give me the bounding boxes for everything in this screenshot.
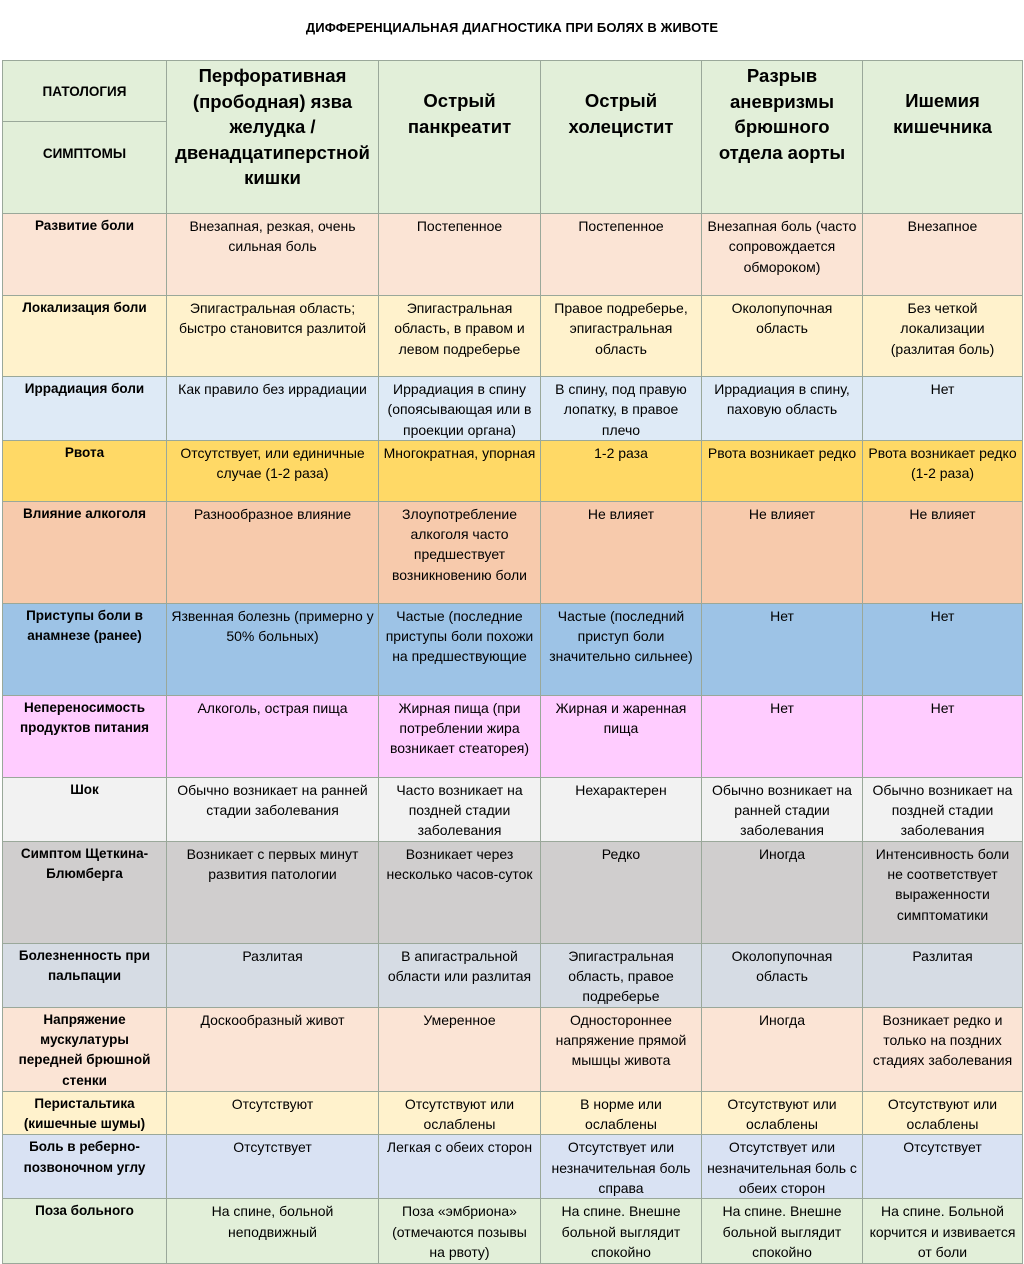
table-cell: Умеренное (379, 1007, 541, 1091)
table-cell: Обычно возникает на ранней стадии заболевания (167, 777, 379, 841)
table-cell: Иррадиация в спину, паховую область (702, 377, 863, 441)
table-cell: Нет (702, 695, 863, 777)
row-label: Боль в реберно-позвоночном углу (3, 1135, 167, 1199)
diagnosis-table (2, 60, 1023, 1264)
row-label: Симптом Щеткина-Блюмберга (3, 841, 167, 943)
header-row-top (3, 61, 1023, 122)
table-cell: Внезапная, резкая, очень сильная боль (167, 214, 379, 296)
table-cell: Часто возникает на поздней стадии заболевания (379, 777, 541, 841)
table-cell: Злоупотребление алкоголя часто предшествует возникновению боли (379, 501, 541, 603)
table-row (3, 603, 1023, 695)
table-cell: Отсутствуют (167, 1091, 379, 1135)
table-cell: Не влияет (702, 501, 863, 603)
table-cell: Нет (863, 377, 1023, 441)
row-label: Приступы боли в анамнезе (ранее) (3, 603, 167, 695)
table-row (3, 377, 1023, 441)
table-cell: Обычно возникает на ранней стадии заболевания (702, 777, 863, 841)
table-cell: Отсутствуют или ослаблены (379, 1091, 541, 1135)
table-cell: Иногда (702, 841, 863, 943)
table-cell: Алкоголь, острая пища (167, 695, 379, 777)
table-cell: Частые (последний приступ боли значительно сильнее) (541, 603, 702, 695)
table-cell: Поза «эмбриона» (отмечаются позывы на рвоту) (379, 1199, 541, 1264)
page-title: ДИФФЕРЕНЦИАЛЬНАЯ ДИАГНОСТИКА ПРИ БОЛЯХ В ЖИВОТЕ (305, 20, 719, 35)
table-cell: Внезапное (863, 214, 1023, 296)
table-cell: Доскообразный живот (167, 1007, 379, 1091)
table-cell: Иногда (702, 1007, 863, 1091)
table-cell: Отсутствует (167, 1135, 379, 1199)
table-cell: Легкая с обеих сторон (379, 1135, 541, 1199)
table-cell: Возникает через несколько часов-суток (379, 841, 541, 943)
table-cell: На спине, больной неподвижный (167, 1199, 379, 1264)
table-cell: Частые (последние приступы боли похожи на предшествующие (379, 603, 541, 695)
table-cell: Язвенная болезнь (примерно у 50% больных) (167, 603, 379, 695)
table-cell: На спине. Внешне больной выглядит спокойно (702, 1199, 863, 1264)
table-cell: Разлитая (167, 943, 379, 1007)
table-cell: Разлитая (863, 943, 1023, 1007)
table-cell: Отсутствует или незначительная боль с обеих сторон (702, 1135, 863, 1199)
table-row (3, 777, 1023, 841)
table-cell: Рвота возникает редко (1-2 раза) (863, 440, 1023, 501)
table-cell: Возникает с первых минут развития патологии (167, 841, 379, 943)
table-cell: Околопупочная область (702, 943, 863, 1007)
table-cell: В апигастральной области или разлитая (379, 943, 541, 1007)
table-cell: Нет (863, 695, 1023, 777)
row-label: Напряжение мускулатуры передней брюшной стенки (3, 1007, 167, 1091)
table-cell: Отсутствует или незначительная боль справа (541, 1135, 702, 1199)
table-cell: Многократная, упорная (379, 440, 541, 501)
table-cell: Эпигастральная область, правое подреберье (541, 943, 702, 1007)
table-cell: Нет (863, 603, 1023, 695)
table-cell: На спине. Больной корчится и извивается от боли (863, 1199, 1023, 1264)
column-header-aortic-aneurysm-rupture: Разрыв аневризмы брюшного отдела аорты (702, 61, 863, 214)
table-cell: Не влияет (541, 501, 702, 603)
table-cell: Нехарактерен (541, 777, 702, 841)
table-cell: Разнообразное влияние (167, 501, 379, 603)
column-header-acute-pancreatitis: Острый панкреатит (379, 61, 541, 214)
table-cell: Возникает редко и только на поздних стадиях заболевания (863, 1007, 1023, 1091)
table-row (3, 501, 1023, 603)
table-row (3, 296, 1023, 377)
table-cell: Отсутствуют или ослаблены (702, 1091, 863, 1135)
row-label: Иррадиация боли (3, 377, 167, 441)
row-label: Влияние алкоголя (3, 501, 167, 603)
table-cell: Жирная и жаренная пища (541, 695, 702, 777)
table-cell: Эпигастральная область, в правом и левом подреберье (379, 296, 541, 377)
table-cell: Нет (702, 603, 863, 695)
column-header-perforated-ulcer: Перфоративная (прободная) язва желудка / двенадцатиперстной кишки (167, 61, 379, 214)
table-row (3, 1135, 1023, 1199)
table-cell: Постепенное (541, 214, 702, 296)
table-cell: Иррадиация в спину (опоясывающая или в проекции органа) (379, 377, 541, 441)
column-header-intestinal-ischemia: Ишемия кишечника (863, 61, 1023, 214)
table-cell: Эпигастральная область; быстро становится разлитой (167, 296, 379, 377)
row-label: Рвота (3, 440, 167, 501)
row-label: Болезненность при пальпации (3, 943, 167, 1007)
table-cell: Отсутствует (863, 1135, 1023, 1199)
table-row (3, 943, 1023, 1007)
table-row (3, 841, 1023, 943)
row-label: Поза больного (3, 1199, 167, 1264)
row-label: Локализация боли (3, 296, 167, 377)
table-cell: Отсутствует, или единичные случае (1-2 раза) (167, 440, 379, 501)
table-cell: Без четкой локализации (разлитая боль) (863, 296, 1023, 377)
symptoms-header: СИМПТОМЫ (3, 122, 167, 214)
table-cell: Околопупочная область (702, 296, 863, 377)
table-cell: Внезапная боль (часто сопровождается обмороком) (702, 214, 863, 296)
table-cell: Не влияет (863, 501, 1023, 603)
table-cell: Правое подреберье, эпигастральная область (541, 296, 702, 377)
table-row (3, 1199, 1023, 1264)
table-row (3, 695, 1023, 777)
pathology-header: ПАТОЛОГИЯ (3, 61, 167, 122)
row-label: Перистальтика (кишечные шумы) (3, 1091, 167, 1135)
table-cell: На спине. Внешне больной выглядит спокойно (541, 1199, 702, 1264)
row-label: Развитие боли (3, 214, 167, 296)
table-cell: В норме или ослаблены (541, 1091, 702, 1135)
table-cell: Жирная пища (при потреблении жира возникает стеаторея) (379, 695, 541, 777)
table-row (3, 1091, 1023, 1135)
table-cell: Как правило без иррадиации (167, 377, 379, 441)
table-cell: В спину, под правую лопатку, в правое плечо (541, 377, 702, 441)
row-label: Непереносимость продуктов питания (3, 695, 167, 777)
table-cell: Постепенное (379, 214, 541, 296)
table-cell: Рвота возникает редко (702, 440, 863, 501)
table-cell: 1-2 раза (541, 440, 702, 501)
row-label: Шок (3, 777, 167, 841)
table-row (3, 214, 1023, 296)
table-cell: Одностороннее напряжение прямой мышцы живота (541, 1007, 702, 1091)
table-cell: Интенсивность боли не соответствует выраженности симптоматики (863, 841, 1023, 943)
table-cell: Обычно возникает на поздней стадии заболевания (863, 777, 1023, 841)
table-row (3, 440, 1023, 501)
table-cell: Отсутствуют или ослаблены (863, 1091, 1023, 1135)
table-cell: Редко (541, 841, 702, 943)
column-header-acute-cholecystitis: Острый холецистит (541, 61, 702, 214)
table-row (3, 1007, 1023, 1091)
